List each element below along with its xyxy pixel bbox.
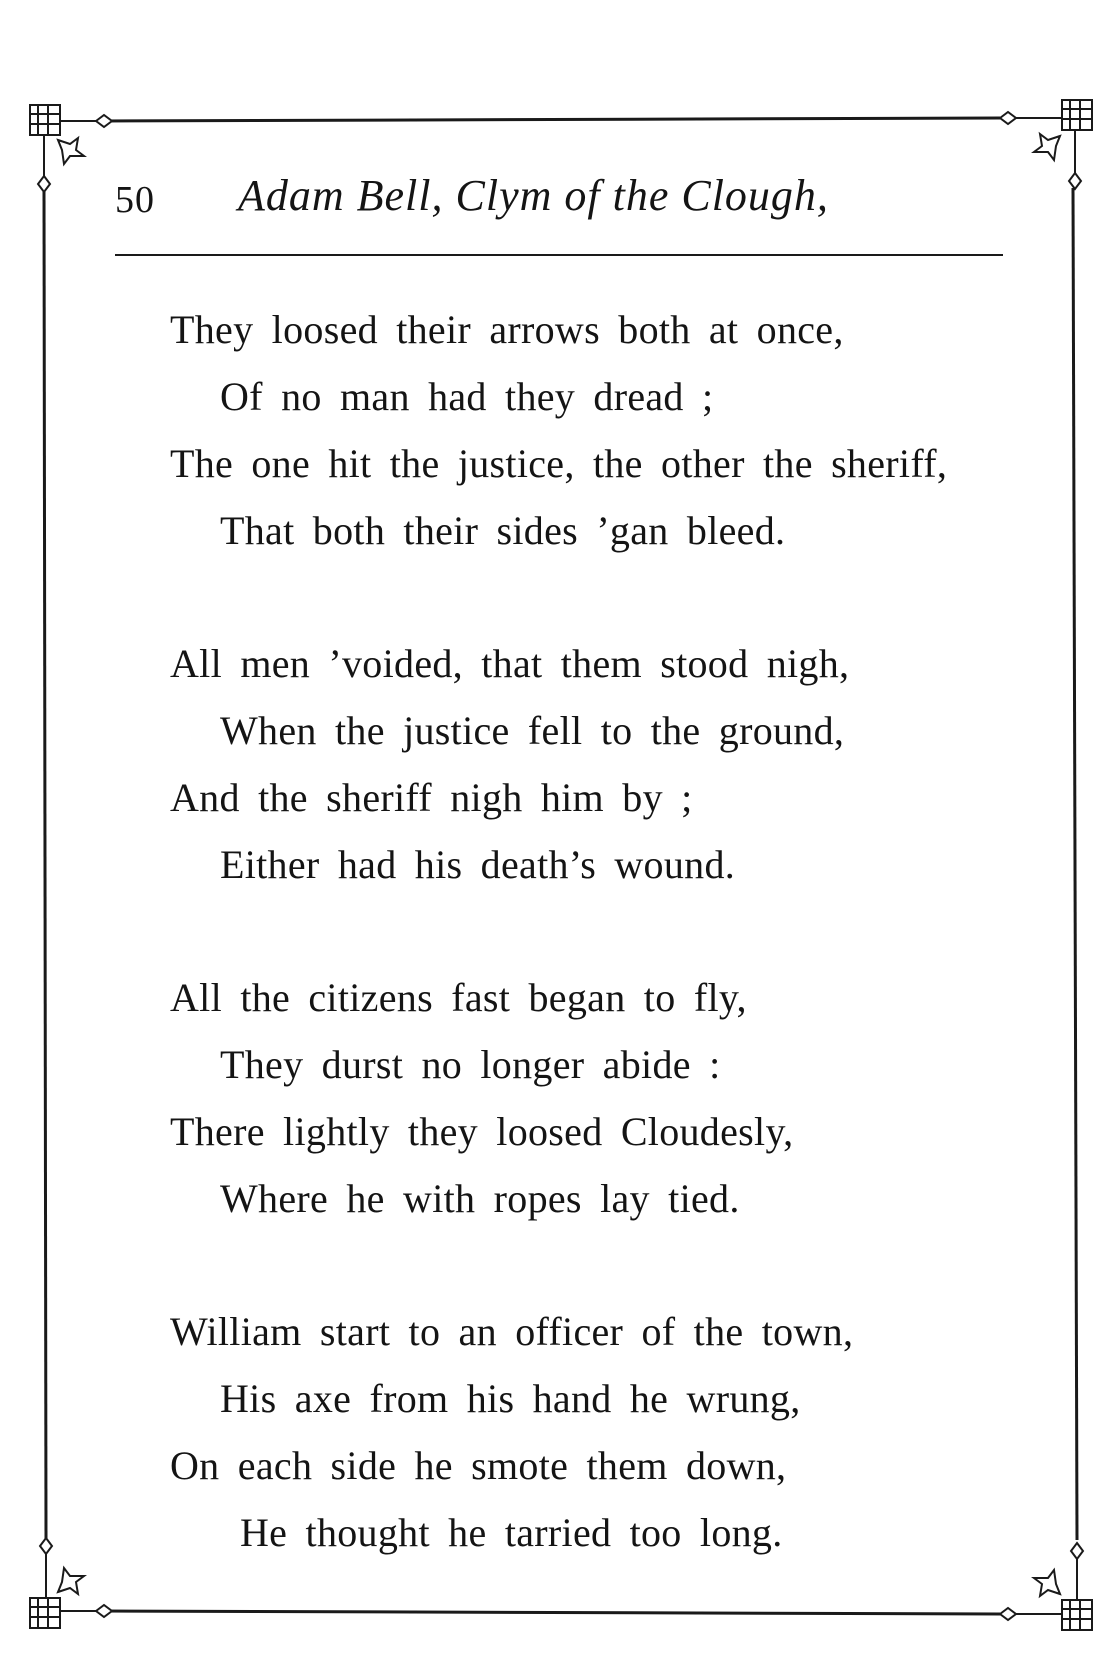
- verse-line: They loosed their arrows both at once,: [170, 307, 844, 352]
- verse-line: Of no man had they dread ;: [220, 374, 714, 419]
- page-number: 50: [115, 179, 155, 221]
- header-rule: [115, 254, 1003, 256]
- verse-line: They durst no longer abide :: [220, 1042, 721, 1087]
- stanza-2: [0, 630, 1102, 898]
- verse-line: He thought he tarried too long.: [240, 1510, 783, 1555]
- verse-line: Either had his death’s wound.: [220, 842, 736, 887]
- diamond-ornament-left-top: [38, 176, 50, 192]
- verse-line: His axe from his hand he wrung,: [220, 1376, 801, 1421]
- poem-body: [0, 296, 1102, 1632]
- diamond-ornament-right-top: [1069, 173, 1081, 189]
- verse-line: William start to an officer of the town,: [170, 1309, 854, 1354]
- stanza-3: [0, 964, 1102, 1232]
- verse-line: On each side he smote them down,: [170, 1443, 787, 1488]
- verse-line: All the citizens fast began to fly,: [170, 975, 747, 1020]
- border-top-line: [104, 118, 1000, 121]
- diamond-ornament-top-left: [96, 115, 112, 127]
- verse-line: The one hit the justice, the other the sheriff,: [170, 441, 948, 486]
- stanza-4: [0, 1298, 1102, 1566]
- verse-line: When the justice fell to the ground,: [220, 708, 845, 753]
- verse-line: That both their sides ’gan bleed.: [220, 508, 786, 553]
- diamond-ornament-top-right: [1000, 112, 1016, 124]
- verse-line: And the sheriff nigh him by ;: [170, 775, 693, 820]
- verse-line: Where he with ropes lay tied.: [220, 1176, 740, 1221]
- verse-line: There lightly they loosed Cloudesly,: [170, 1109, 794, 1154]
- corner-ornament-top-right: [1016, 100, 1092, 173]
- verse-line: All men ’voided, that them stood nigh,: [170, 641, 850, 686]
- stanza-1: [0, 296, 1102, 564]
- corner-ornament-top-left: [30, 105, 96, 176]
- running-title: Adam Bell, Clym of the Clough,: [238, 171, 829, 220]
